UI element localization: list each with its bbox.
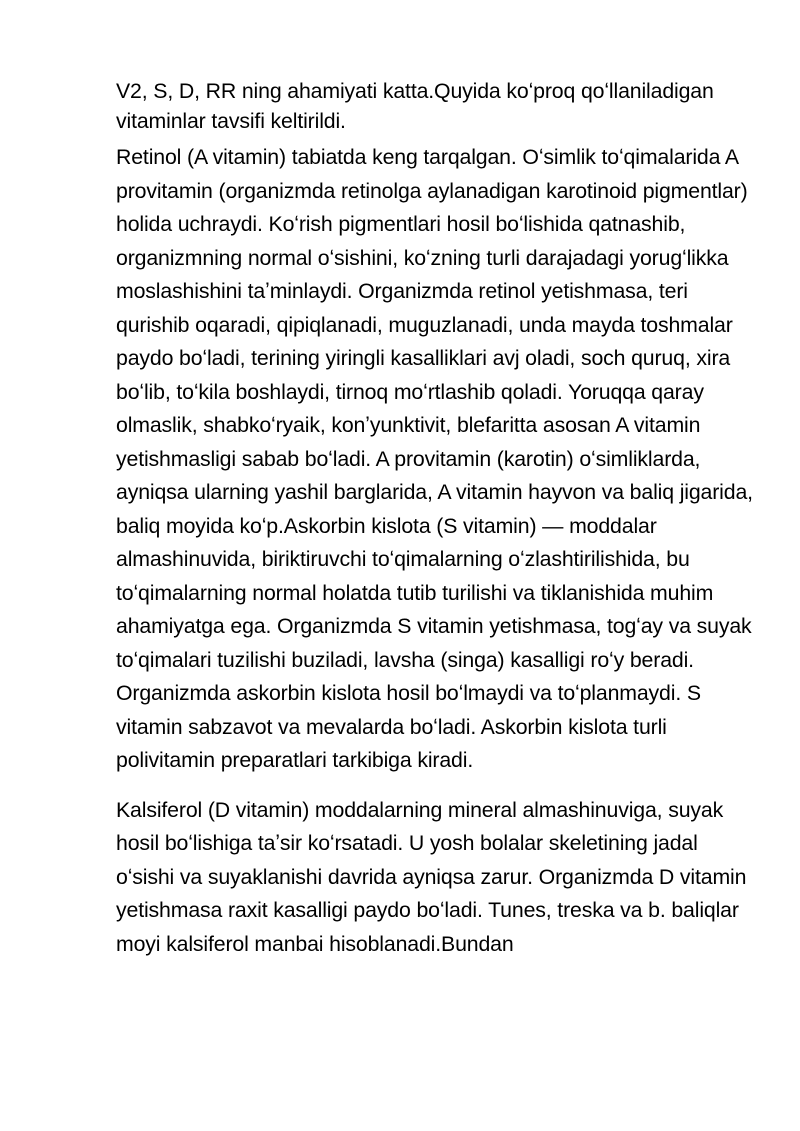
document-page: [116, 76, 756, 961]
paragraph-retinol-ascorbic: Retinol (A vitamin) tabiatda keng tarqalgan. Oʻsimlik toʻqimalarida A provitamin (organizmda retinolga aylanadigan karotinoid pigmentlar) holida uchraydi. Koʻrish pigmentlari hosil boʻlishida qatnashib, organizmning normal oʻsishini, koʻzning turli darajadagi yorugʻlikka moslashishini taʼminlaydi. Organizmda retinol yetishmasa, teri qurishib oqaradi, qipiqlanadi, muguzlanadi, unda mayda toshmalar paydo boʻladi, terining yiringli kasalliklari avj oladi, soch quruq, xira boʻlib, toʻkila boshlaydi, tirnoq moʻrtlashib qoladi. Yoruqqa qaray olmaslik, shabkoʻryaik, konʼyunktivit, blefaritta asosan A vitamin yetishmasligi sabab boʻladi. A provitamin (karotin) oʻsimliklarda, ayniqsa ularning yashil barglarida, A vitamin hayvon va baliq jigarida, baliq moyida koʻp.Askorbin kislota (S vitamin) — moddalar almashinuvida, biriktiruvchi toʻqimalarning oʻzlashtirilishida, bu toʻqimalarning normal holatda tutib turilishi va tiklanishida muhim ahamiyatga ega. Organizmda S vitamin yetishmasa, togʻay va suyak toʻqimalari tuzilishi buziladi, lavsha (singa) kasalligi roʻy beradi. Organizmda askorbin kislota hosil boʻlmaydi va toʻplanmaydi. S vitamin sabzavot va mevalarda boʻladi. Askorbin kislota turli polivitamin preparatlari tarkibiga kiradi.: [116, 145, 753, 772]
paragraph-calciferol: Kalsiferol (D vitamin) moddalarning mineral almashinuviga, suyak hosil boʻlishiga taʼsir koʻrsatadi. U yosh bolalar skeletining jadal oʻsishi va suyaklanishi davrida ayniqsa zarur. Organizmda D vitamin yetishmasa raxit kasalligi paydo boʻladi. Tunes, treska va b. baliqlar moyi kalsiferol manbai hisoblanadi.Bundan: [116, 797, 747, 956]
paragraph-intro: V2, S, D, RR ning ahamiyati katta.Quyida koʻproq qoʻllaniladigan vitaminlar tavsifi keltirildi.: [116, 79, 714, 133]
